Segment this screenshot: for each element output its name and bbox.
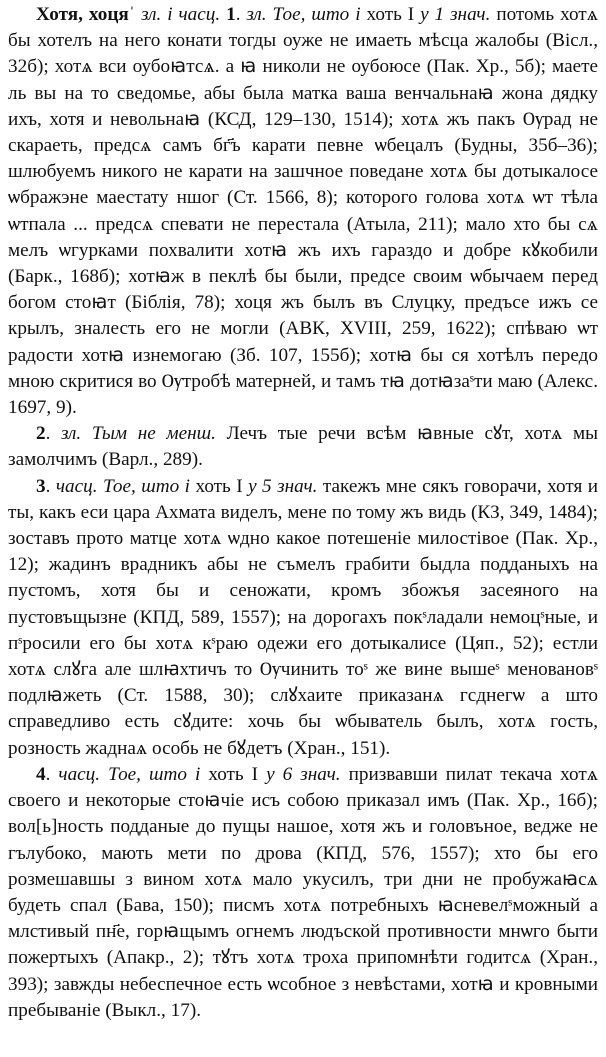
citations: Лечъ тые речи всѣм ꙗвные сꙋт, хотѧ мы замолчимъ (Варл., 289). (8, 423, 598, 471)
sense-definition: часц. Тое, што і (58, 763, 201, 785)
entry-sense-1: Хотя, хоцяˈ зл. і часц. 1. зл. Тое, што і хоть I у 1 знач. потомь хотѧ бы хотелъ на него конати тогды оуже не имаеть мѣсца жалобы (Вісл., 32б); хотѧ вси оубоꙗтсѧ. а ꙗ николи не оубоюсе (Пак. Хр., 5б); маете ль вы на то сведомье, абы была матка ваша венчальнаꙗ жона дядку ихъ, хотя и невольнаꙗ (КСД, 129–130, 1514); хотѧ жъ пакъ Ѹрад не скараеть, предсѧ самъ бг҃ъ карати певне ѡбецалъ (Будны, 35б–36); шлюбуемъ никого не карати на зашчное поведанe хотѧ бы дотыкалосе ѡбражэне маестату ншог (Ст. 1566, 8); которого голова хотѧ ѡт тѣла ѡтпала ... предсѧ спевати не перестала (Атыла, 211); мало хто бы сѧ мелъ ѡгурками похвалити хотꙗ жъ ихъ гараздо и добре кꙋкобили (Барк., 168б); хотꙗж в пеклѣ бы были, предсе своим ѡбычаем перед богом стоꙗт (Біблія, 78); хоця жъ былъ въ Слуцку, предъсе ижъ се крылъ, зналесть его не могли (АВК, XVIII, 259, 1622); спѣваю ѡт радости хотꙗ изнемогаю (Зб. 107, 155б); хотꙗ бы ся хотѣлъ передо мною скритися во Ѹтробѣ матерней, и тамъ тꙗ дотꙗзаˢти маю (Алекс. 1697, 9). (8, 4, 599, 419)
entry-sense-2: 2. зл. Тым не менш. Лечъ тые речи всѣм ꙗвные сꙋт, хотѧ мы замолчимъ (Варл., 289). (8, 423, 598, 471)
entry-sense-4: 4. часц. Тое, што і хоть I у 6 знач. призвавши пилат текача хотѧ своего и некоторые стоꙗчіе исъ собою приказал имъ (Пак. Хр., 16б); вол[ь]ность подданые до пущы нашое, хотя жъ и головъное, ведже не гълубоко, мають мети по дрова (КПД, 576, 1557); хто бы его розмешавшы з вином хотѧ мало укусилъ, три дни не пробужаꙗсѧ будеть спал (Бава, 150); писмъ хотѧ потребныхъ ꙗсневелˢможный а млстивый пн҃е, горꙗщымъ огнемъ людъской противности мнѡго быти пожертыхъ (Апакр., 2); тꙋтъ хотѧ троха припомнѣти годитсѧ (Хран., 393); завжды небеспечное есть ѡсобное з невѣстами, хотꙗ и кровными пребываніе (Выкл., 17). (8, 763, 599, 1021)
sense-number: 3 (36, 475, 46, 497)
sense-number: 1 (226, 4, 236, 25)
sense-number: 4 (36, 763, 46, 785)
cross-ref: хоть I (366, 4, 415, 25)
sense-definition: зл. Тым не менш. (61, 423, 216, 445)
grammar-label: зл. і часц. (141, 4, 221, 25)
cross-ref-sense: у 1 знач. (420, 4, 491, 25)
cross-ref-sense: у 6 знач. (266, 763, 341, 785)
cross-ref: хоть I (195, 475, 243, 497)
sense-number: 2 (36, 423, 46, 445)
sense-definition: часц. Тое, што і (55, 475, 190, 497)
cross-ref: хоть I (208, 763, 259, 785)
headword: Хотя, хоцяˈ (36, 4, 136, 25)
citations: такежъ мне сякъ говорачи, хотя и ты, какъ еси цара Ахмата виделъ, мене по тому жъ видь (КЗ, 349, 1484); зоставъ прото матце хотѧ ѡдно какое потешеніе милостівое (Пак. Хр., 12); жадинъ врадникъ абы не съмелъ грабити быдла подданыхъ на пустомъ, хотя бы и сеножати, кромъ збожъя засеяного на пустовъщызне (КПД, 589, 1557); на дорогахъ покˢладали немоцˢные, и пˢросили его бы хотѧ кˢраю одежи его дотыкалисе (Цяп., 52); естли хотѧ слꙋга але шлꙗхтичъ то Ѹчинить тоˢ же вине вышеˢ меновановˢ подлꙗжеть (Ст. 1588, 30); слꙋхаите приказанѧ гсднегѡ а што справедливо есть сꙋдите: хочь бы ѡбыватель былъ, хотѧ гость, розность жаднаѧ особь не бꙋдетъ (Хран., 151). (8, 475, 599, 759)
citations: призвавши пилат текача хотѧ своего и некоторые стоꙗчіе исъ собою приказал имъ (Пак. Хр., 16б); вол[ь]ность подданые до пущы нашое, хотя жъ и головъное, ведже не гълубоко, мають мети по дрова (КПД, 576, 1557); хто бы его розмешавшы з вином хотѧ мало укусилъ, три дни не пробужаꙗсѧ будеть спал (Бава, 150); писмъ хотѧ потребныхъ ꙗсневелˢможный а млстивый пн҃е, горꙗщымъ огнемъ людъской противности мнѡго быти пожертыхъ (Апакр., 2); тꙋтъ хотѧ троха припомнѣти годитсѧ (Хран., 393); завжды небеспечное есть ѡсобное з невѣстами, хотꙗ и кровными пребываніе (Выкл., 17). (8, 763, 599, 1021)
entry-sense-3: 3. часц. Тое, што і хоть I у 5 знач. такежъ мне сякъ говорачи, хотя и ты, какъ еси цара Ахмата виделъ, мене по тому жъ видь (КЗ, 349, 1484); зоставъ прото матце хотѧ ѡдно какое потешеніе милостівое (Пак. Хр., 12); жадинъ врадникъ абы не съмелъ грабити быдла подданыхъ на пустомъ, хотя бы и сеножати, кромъ збожъя засеяного на пустовъщызне (КПД, 589, 1557); на дорогахъ покˢладали немоцˢные, и пˢросили его бы хотѧ кˢраю одежи его дотыкалисе (Цяп., 52); естли хотѧ слꙋга але шлꙗхтичъ то Ѹчинить тоˢ же вине вышеˢ меновановˢ подлꙗжеть (Ст. 1588, 30); слꙋхаите приказанѧ гсднегѡ а што справедливо есть сꙋдите: хочь бы ѡбыватель былъ, хотѧ гость, розность жаднаѧ особь не бꙋдетъ (Хран., 151). (8, 475, 599, 759)
citations: потомь хотѧ бы хотелъ на него конати тогды оуже не имаеть мѣсца жалобы (Вісл., 32б); хотѧ вси оубоꙗтсѧ. а ꙗ николи не оубоюсе (Пак. Хр., 5б); маете ль вы на то сведомье, абы была матка ваша венчальнаꙗ жона дядку ихъ, хотя и невольнаꙗ (КСД, 129–130, 1514); хотѧ жъ пакъ Ѹрад не скараеть, предсѧ самъ бг҃ъ карати певне ѡбецалъ (Будны, 35б–36); шлюбуемъ никого не карати на зашчное поведанe хотѧ бы дотыкалосе ѡбражэне маестату ншог (Ст. 1566, 8); которого голова хотѧ ѡт тѣла ѡтпала ... предсѧ спевати не перестала (Атыла, 211); мало хто бы сѧ мелъ ѡгурками похвалити хотꙗ жъ ихъ гараздо и добре кꙋкобили (Барк., 168б); хотꙗж в пеклѣ бы были, предсе своим ѡбычаем перед богом стоꙗт (Біблія, 78); хоця жъ былъ въ Слуцку, предъсе ижъ се крылъ, зналесть его не могли (АВК, XVIII, 259, 1622); спѣваю ѡт радости хотꙗ изнемогаю (Зб. 107, 155б); хотꙗ бы ся хотѣлъ передо мною скритися во Ѹтробѣ матерней, и тамъ тꙗ дотꙗзаˢти маю (Алекс. 1697, 9). (8, 4, 599, 419)
cross-ref-sense: у 5 знач. (248, 475, 318, 497)
sense-definition: зл. Тое, што і (246, 4, 361, 25)
